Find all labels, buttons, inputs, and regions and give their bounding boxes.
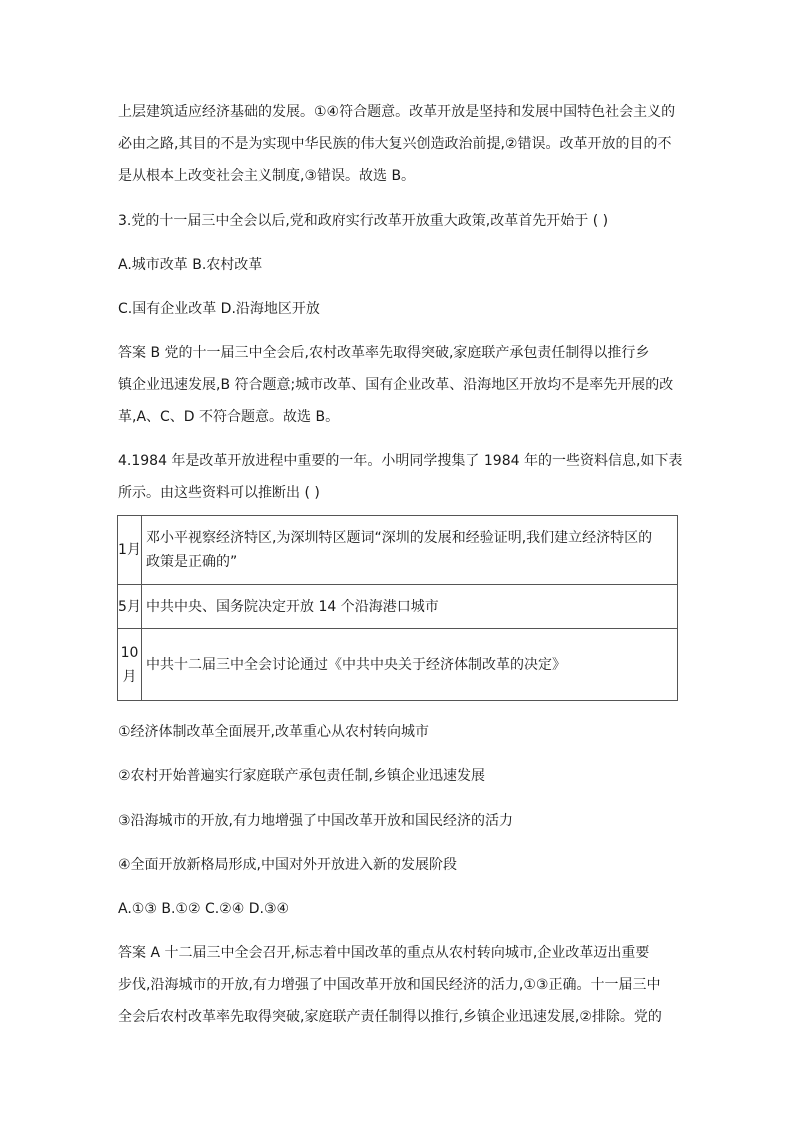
info-table <box>117 515 678 701</box>
text-line: 是从根本上改变社会主义制度,③错误。故选 B。 <box>118 168 416 184</box>
question-4-answer: 全会后农村改革率先取得突破,家庭联产责任制得以推行,乡镇企业迅速发展,②排除。党的 <box>118 1009 662 1025</box>
question-4-stem: 4.1984 年是改革开放进程中重要的一年。小明同学搜集了 1984 年的一些资料信息,如下表 <box>118 453 683 469</box>
text-line: 必由之路,其目的不是为实现中华民族的伟大复兴创造政治前提,②错误。改革开放的目的不 <box>118 136 672 152</box>
question-3-options-cd: C.国有企业改革 D.沿海地区开放 <box>118 301 320 317</box>
question-4-stem: 所示。由这些资料可以推断出 ( ) <box>118 485 320 501</box>
question-4-answer: 步伐,沿海城市的开放,有力增强了中国改革开放和国民经济的活力,①③正确。十一届三中 <box>118 977 661 993</box>
table-row <box>118 629 678 701</box>
table-row <box>118 516 678 585</box>
month-cell: 5月 <box>118 585 142 629</box>
content-line: 中共十二届三中全会讨论通过《中共中央关于经济体制改革的决定》 <box>146 656 566 673</box>
content-cell <box>142 629 678 701</box>
month-cell: 10月 <box>118 629 142 701</box>
question-3-answer: 镇企业迅速发展,B 符合题意;城市改革、国有企业改革、沿海地区开放均不是率先开展的改 <box>118 377 674 393</box>
question-3-options-ab: A.城市改革 B.农村改革 <box>118 257 263 273</box>
content-cell <box>142 516 678 585</box>
statement-4: ④全面开放新格局形成,中国对外开放进入新的发展阶段 <box>118 857 457 873</box>
question-4-answer: 答案 A 十二届三中全会召开,标志着中国改革的重点从农村转向城市,企业改革迈出重要 <box>118 945 650 961</box>
statement-1: ①经济体制改革全面展开,改革重心从农村转向城市 <box>118 724 429 740</box>
statement-3: ③沿海城市的开放,有力地增强了中国改革开放和国民经济的活力 <box>118 813 513 829</box>
question-3-answer: 答案 B 党的十一届三中全会后,农村改革率先取得突破,家庭联产承包责任制得以推行乡 <box>118 345 650 361</box>
question-4-options: A.①③ B.①② C.②④ D.③④ <box>118 901 290 917</box>
content-line: 邓小平视察经济特区,为深圳特区题词“深圳的发展和经验证明,我们建立经济特区的 <box>146 530 653 546</box>
month-cell: 1月 <box>118 516 142 585</box>
statement-2: ②农村开始普遍实行家庭联产承包责任制,乡镇企业迅速发展 <box>118 768 485 784</box>
question-3-answer: 革,A、C、D 不符合题意。故选 B。 <box>118 409 340 425</box>
table-row <box>118 585 678 629</box>
content-line: 中共中央、国务院决定开放 14 个沿海港口城市 <box>146 598 439 615</box>
question-3-stem: 3.党的十一届三中全会以后,党和政府实行改革开放重大政策,改革首先开始于 ( ) <box>118 213 609 229</box>
content-line: 政策是正确的” <box>146 554 238 570</box>
text-line: 上层建筑适应经济基础的发展。①④符合题意。改革开放是坚持和发展中国特色社会主义的 <box>118 104 676 120</box>
content-cell <box>142 585 678 629</box>
